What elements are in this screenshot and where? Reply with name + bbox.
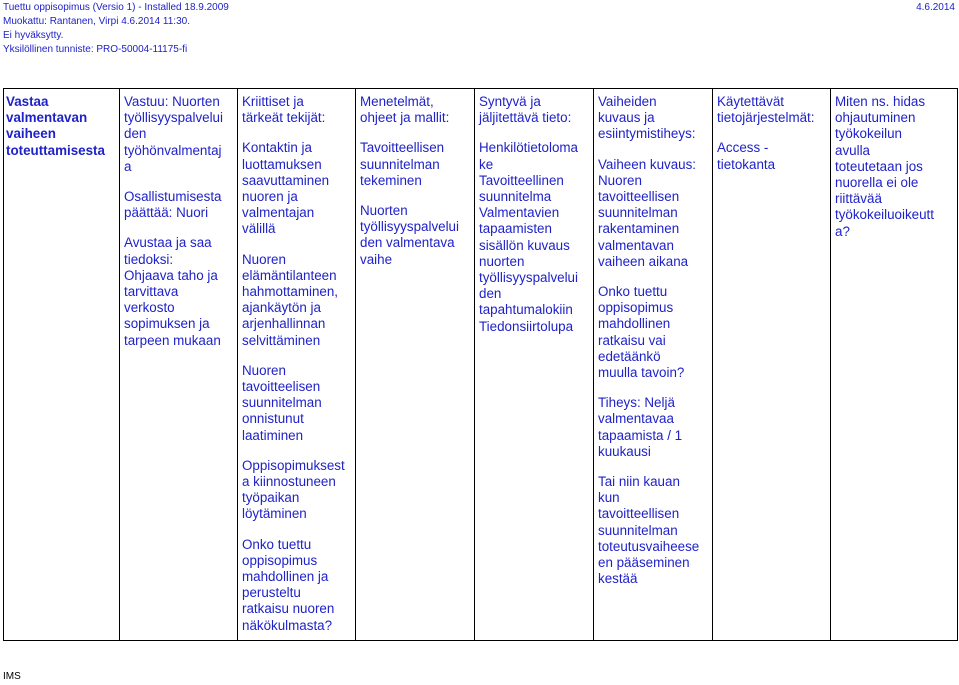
phase-description-text: Vaiheen kuvaus: Nuoren tavoitteellisen suunnitelman rakentaminen valmentavan vaiheen aikana — [598, 156, 697, 269]
critical-factor-contact: Kontaktin ja luottamuksen saavuttaminen nuoren ja valmentajan välillä — [242, 140, 330, 237]
systems-access: Access - tietokanta — [717, 140, 776, 172]
produced-info-list: Henkilötietoloma ke Tavoitteellinen suunnitelma Valmentavien tapaamisten sisällön kuvaus nuorten työllisyyspalvelui den tapahtumalokiin Tiedonsiirtolupa — [479, 140, 578, 334]
phase-description-heading: Vaiheiden kuvaus ja esiintymistiheys: — [598, 94, 696, 142]
produced-info-heading: Syntyvä ja jäljitettävä tieto: — [479, 94, 572, 126]
responsibility-cell — [120, 89, 238, 641]
header-approval-status: Ei hyväksytty. — [3, 30, 64, 41]
methods-cell — [356, 89, 475, 641]
critical-factor-workplace: Oppisopimuksest a kiinnostuneen työpaikan löytäminen — [242, 457, 345, 522]
phase-frequency-text: Tiheys: Neljä valmentavaa tapaamista / 1 kuukausi — [598, 395, 683, 459]
critical-factors-heading: Kriittiset ja tärkeät tekijät: — [242, 94, 326, 126]
phase-duration-text: Tai niin kauan kun tavoitteellisen suunnitelman toteutusvaiheese en pääseminen kestää — [598, 474, 700, 587]
row-header-cell — [4, 89, 120, 641]
critical-factors-cell — [238, 89, 356, 641]
row-header-text: Vastaa valmentavan vaiheen toteuttamisesta — [6, 94, 105, 158]
critical-factor-life-situation: Nuoren elämäntilanteen hahmottaminen, ajankäytön ja arjenhallinnan selvittäminen — [242, 251, 339, 348]
responsibility-text: Vastuu: Nuorten työllisyyspalvelui den työhönvalmentaj a — [124, 94, 223, 174]
process-table — [3, 88, 958, 641]
method-coaching-phase: Nuorten työllisyyspalvelui den valmentava vaihe — [360, 203, 459, 267]
header-version-line: Tuettu oppisopimus (Versio 1) - Installed 18.9.2009 — [3, 2, 229, 13]
header-date: 4.6.2014 — [916, 2, 955, 13]
phase-question-text: Onko tuettu oppisopimus mahdollinen ratkaisu vai edetäänkö muulla tavoin? — [598, 284, 685, 381]
systems-heading: Käytettävät tietojärjestelmät: — [717, 94, 815, 126]
phase-description-cell — [594, 89, 713, 641]
critical-factor-plan: Nuoren tavoitteelisen suunnitelman onnistunut laatiminen — [242, 362, 322, 443]
footer-label: IMS — [3, 671, 21, 682]
participation-text: Osallistumisesta päättää: Nuori — [124, 189, 222, 221]
method-plan: Tavoitteellisen suunnitelman tekeminen — [360, 140, 445, 188]
notes-cell — [831, 89, 958, 641]
methods-heading: Menetelmät, ohjeet ja mallit: — [360, 94, 450, 126]
document-header — [0, 0, 959, 60]
produced-info-cell — [475, 89, 594, 641]
systems-cell — [713, 89, 831, 641]
table-row — [4, 89, 958, 641]
notes-question: Miten ns. hidas ohjautuminen työkokeilun avulla toteutetaan jos nuorella ei ole riittävää työkokeiluoikeutt a? — [835, 94, 934, 239]
critical-factor-question: Onko tuettu oppisopimus mahdollinen ja perusteltu ratkaisu nuoren näkökulmasta? — [242, 536, 335, 633]
header-modified-line: Muokattu: Rantanen, Virpi 4.6.2014 11:30. — [3, 16, 190, 27]
assist-text: Avustaa ja saa tiedoksi: Ohjaava taho ja tarvittava verkosto sopimuksen ja tarpeen mukaan — [124, 235, 221, 348]
header-unique-id: Yksilöllinen tunniste: PRO-50004-11175-fi — [3, 44, 188, 55]
